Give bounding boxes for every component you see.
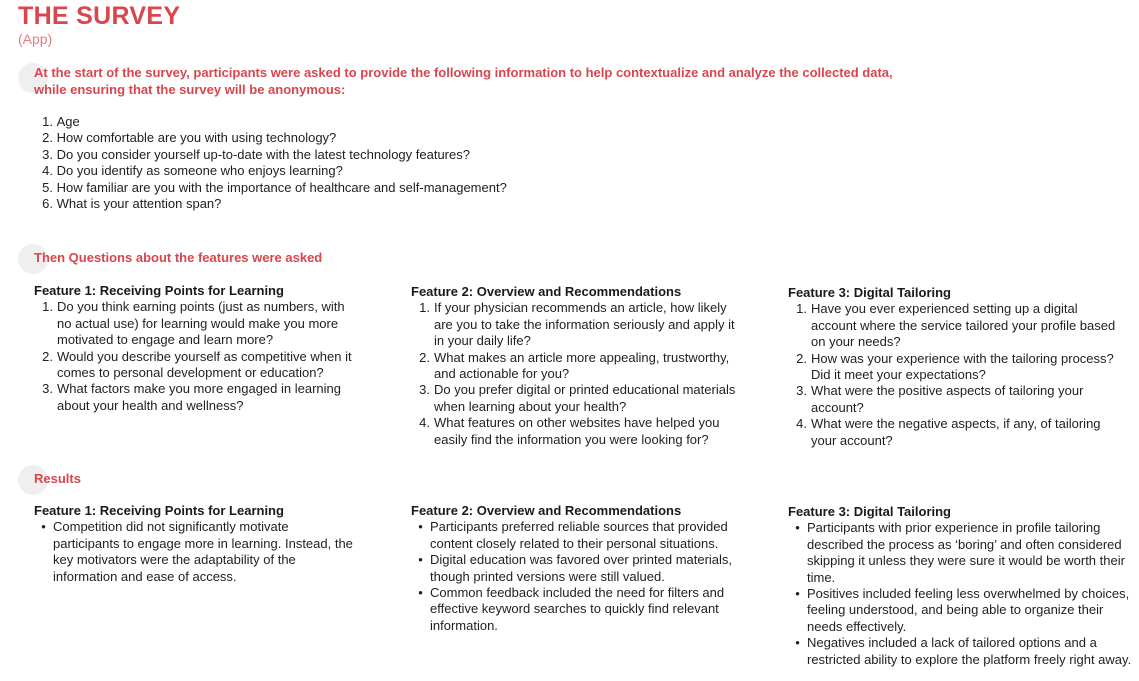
list-item: • Competition did not significantly motivate participants to engage more in learning. Instead, the key motivators were the adaptability of the information and ease of access. [41,519,353,584]
list-item: 3. What factors make you more engaged in learning about your health and wellness? [42,381,341,413]
list-item: • Participants with prior experience in profile tailoring described the process as ‘boring’ and often considered skipping it unless they were sure it would be worth their time. [795,520,1125,585]
result-list [788,520,1133,668]
list-item: • Participants preferred reliable sources that provided content closely related to their personal situations. [418,519,728,551]
list-item: 5. How familiar are you with the importance of healthcare and self-management? [42,179,507,195]
question-list [788,301,1118,449]
list-item: 1. Age [42,114,80,129]
list-item: 1. Do you think earning points (just as numbers, with no actual use) for learning would make you more motivated to engage and learn more? [42,299,345,348]
result-list [411,519,741,634]
page-subtitle: (App) [18,31,53,47]
list-item: 6. What is your attention span? [42,196,222,212]
results-feature-2 [411,503,741,634]
questions-feature-3 [788,285,1118,449]
list-item: 1. Have you ever experienced setting up a digital account where the service tailored your profile based on your needs? [796,301,1116,350]
list-item: 4. What features on other websites have helped you easily find the information you were looking for? [419,415,720,447]
results-feature-1 [34,503,354,585]
list-item: 3. Do you prefer digital or printed educational materials when learning about your health? [419,382,736,414]
list-item: 2. How comfortable are you with using technology? [42,130,337,146]
questions-heading: Then Questions about the features were asked [34,250,323,265]
list-item: 3. Do you consider yourself up-to-date with the latest technology features? [42,146,470,162]
results-feature-3 [788,504,1133,668]
question-list [411,300,741,448]
feature-title: Feature 2: Overview and Recommendations [411,503,682,518]
list-item: • Common feedback included the need for filters and effective keyword searches to quickly find relevant information. [418,585,725,633]
feature-title: Feature 3: Digital Tailoring [788,504,952,519]
list-item: • Positives included feeling less overwhelmed by choices, feeling understood, and being able to organize their needs effectively. [795,586,1130,634]
questions-feature-2 [411,284,741,448]
list-item: 3. What were the positive aspects of tailoring your account? [796,383,1084,415]
list-item: 2. What makes an article more appealing, trustworthy, and actionable for you? [419,349,730,382]
questions-feature-1 [34,283,354,414]
feature-title: Feature 3: Digital Tailoring [788,285,952,300]
list-item: • Digital education was favored over printed materials, though printed versions were still valued. [418,552,733,584]
list-item: 4. Do you identify as someone who enjoys learning? [42,163,343,179]
result-list [34,519,354,585]
list-item: 2. Would you describe yourself as competitive when it comes to personal development or education? [42,348,352,381]
list-item: 2. How was your experience with the tailoring process? Did it meet your expectations? [796,350,1114,383]
intro-text: At the start of the survey, participants were asked to provide the following information to help contextualize and analyze the collected data, while ensuring that the survey will be anonymous: [34,65,893,97]
feature-title: Feature 1: Receiving Points for Learning [34,283,284,298]
page-title: THE SURVEY [18,2,181,30]
results-heading: Results [34,471,81,486]
list-item: • Negatives included a lack of tailored options and a restricted ability to explore the platform freely right away. [795,635,1132,667]
feature-title: Feature 2: Overview and Recommendations [411,284,682,299]
list-item: 1. If your physician recommends an article, how likely are you to take the information seriously and apply it in your daily life? [419,300,735,349]
feature-title: Feature 1: Receiving Points for Learning [34,503,284,518]
question-list [34,299,354,414]
demographics-list [34,114,507,212]
list-item: 4. What were the negative aspects, if any, of tailoring your account? [796,416,1101,448]
